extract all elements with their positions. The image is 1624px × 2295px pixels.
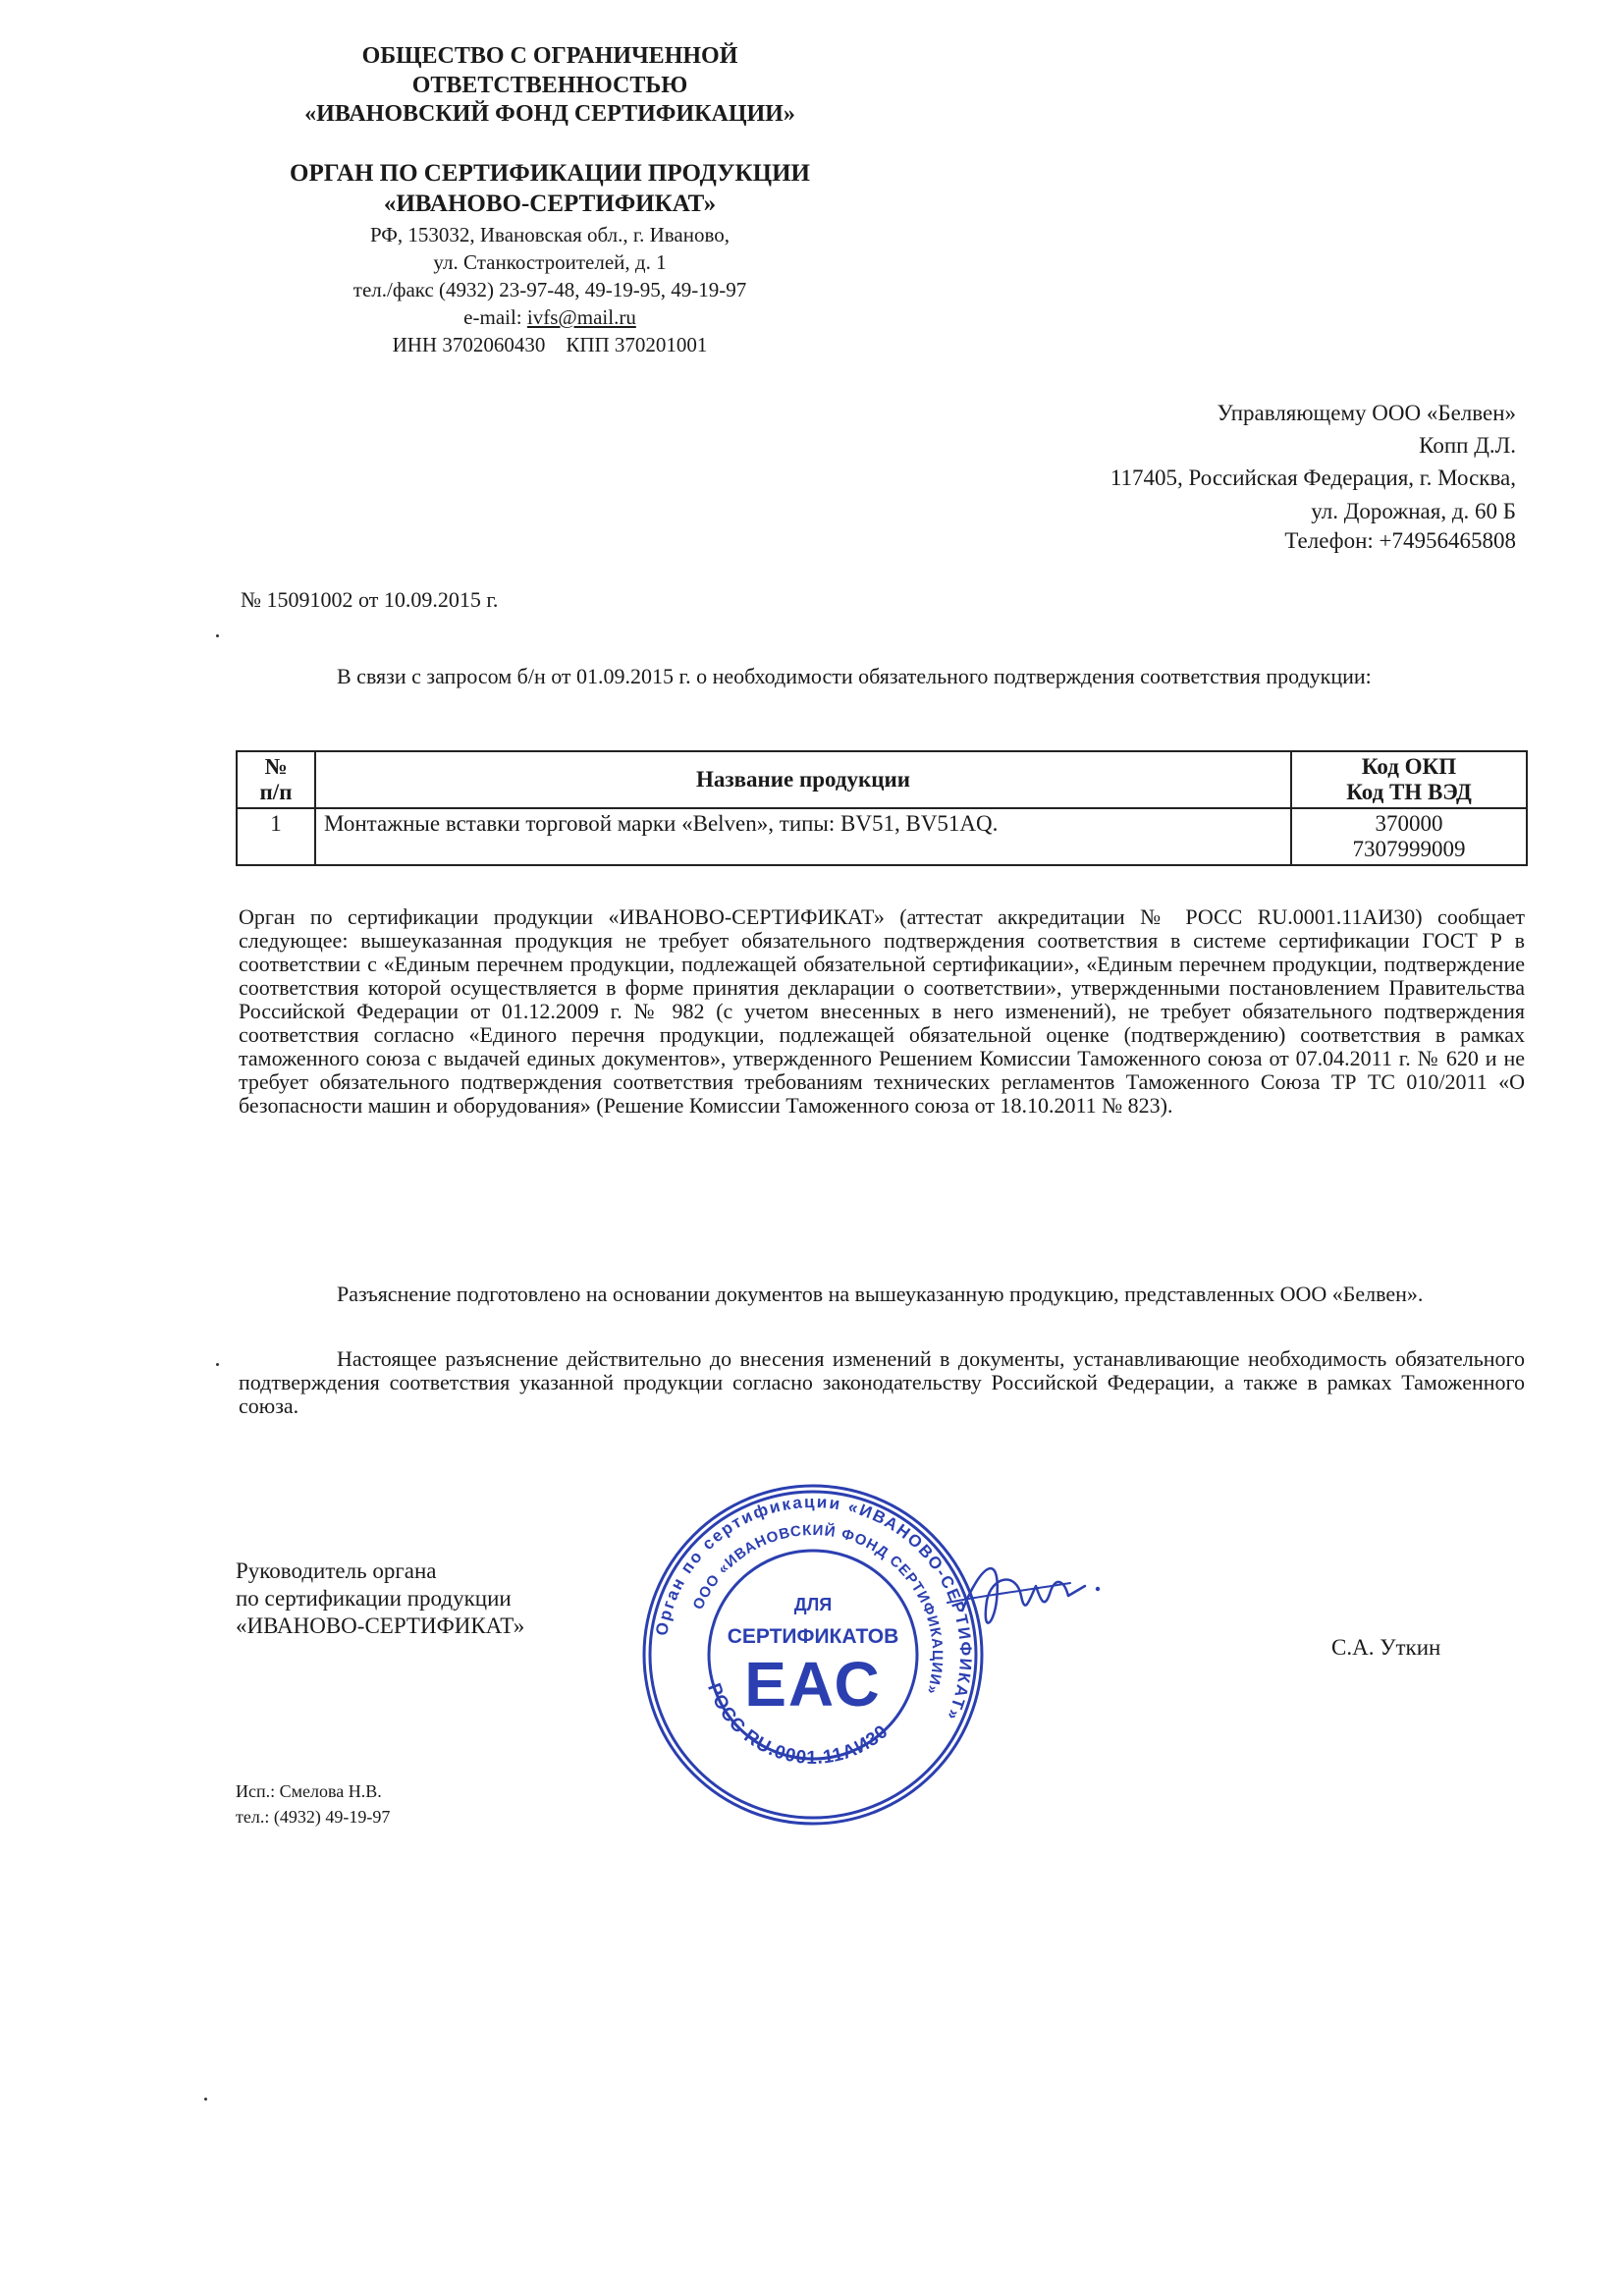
cert-body-name: «ИВАНОВО-СЕРТИФИКАТ» xyxy=(383,191,717,217)
col-header-num-line-2: п/п xyxy=(259,780,293,804)
letter-reference: № 15091002 от 10.09.2015 г. xyxy=(241,587,499,612)
addressee-line-4: ул. Дорожная, д. 60 Б xyxy=(1311,499,1516,523)
row-num: 1 xyxy=(237,808,315,865)
executor-phone: тел.: (4932) 49-19-97 xyxy=(236,1807,391,1827)
col-header-name: Название продукции xyxy=(315,751,1291,808)
main-paragraph: Орган по сертификации продукции «ИВАНОВО-СЕРТИФИКАТ» (аттестат аккредитации № РОСС RU.0001.11АИ30) сообщает следующее: вышеуказанная продукция не требует обязательного подтверждения соответствия в системе сертификации ГОСТ Р в соответствии с «Единым перечнем продукции, подлежащей обязательной сертификации», «Единым перечнем продукции, подтверждение соответствия которой осуществляется в форме принятия декларации о соответствии», утвержденными постановлением Правительства Российской Федерации от 01.12.2009 г. № 982 (с учетом внесенных в него изменений), не требует обязательного подтверждения соответствия согласно «Единого перечня продукции, подлежащей обязательной оценке (подтверждению) соответствия в рамках таможенного союза с выдачей единых документов», утвержденного Решением Комиссии Таможенного союза от 07.04.2011 г. № 620 и не требует обязательного подтверждения соответствия требованиям технических регламентов Таможенного Союза ТР ТС 010/2011 «О безопасности машин и оборудования» (Решение Комиссии Таможенного союза от 18.10.2011 № 823). xyxy=(239,904,1525,1118)
scan-speck xyxy=(204,2098,207,2101)
scan-speck xyxy=(216,1363,219,1366)
org-address-line-1: РФ, 153032, Ивановская обл., г. Иваново, xyxy=(369,223,731,246)
addressee-line-1: Управляющему ООО «Белвен» xyxy=(1217,401,1516,425)
round-seal-stamp xyxy=(636,1478,990,1831)
signatory-title-line-3: «ИВАНОВО-СЕРТИФИКАТ» xyxy=(236,1613,525,1638)
basis-paragraph: Разъяснение подготовлено на основании документов на вышеуказанную продукцию, представленных ООО «Белвен». xyxy=(337,1282,1424,1306)
addressee-line-3: 117405, Российская Федерация, г. Москва, xyxy=(1110,465,1516,490)
executor-name: Исп.: Смелова Н.В. xyxy=(236,1781,382,1801)
row-okp: 370000 xyxy=(1375,811,1443,836)
org-email-row xyxy=(295,304,805,331)
addressee-line-2: Копп Д.Л. xyxy=(1419,433,1516,458)
signatory-name: С.А. Уткин xyxy=(1331,1635,1441,1660)
kpp: КПП 370201001 xyxy=(566,333,708,356)
table-header-row xyxy=(237,751,1527,808)
org-tax-ids xyxy=(295,332,805,358)
product-table xyxy=(236,750,1528,866)
table-row xyxy=(237,808,1527,865)
seal-center-mid: СЕРТИФИКАТОВ xyxy=(727,1625,899,1648)
org-name-line-3: «ИВАНОВСКИЙ ФОНД СЕРТИФИКАЦИИ» xyxy=(304,101,795,127)
intro-paragraph: В связи с запросом б/н от 01.09.2015 г. о необходимости обязательного подтверждения соответствия продукции: xyxy=(337,664,1372,688)
col-header-tnved: Код ТН ВЭД xyxy=(1346,780,1472,804)
seal-outer-path: Орган по сертификации «ИВАНОВО-СЕРТИФИКАТ» xyxy=(652,1492,976,1724)
row-tnved: 7307999009 xyxy=(1352,837,1466,861)
seal-center-top: ДЛЯ xyxy=(793,1595,833,1614)
org-name-line-1: ОБЩЕСТВО С ОГРАНИЧЕННОЙ xyxy=(361,43,738,69)
col-header-codes xyxy=(1291,751,1527,808)
row-codes xyxy=(1291,808,1527,865)
col-header-num xyxy=(237,751,315,808)
col-header-num-line-1: № xyxy=(264,754,288,779)
row-product-name: Монтажные вставки торговой марки «Belven», типы: BV51, BV51AQ. xyxy=(315,808,1291,865)
seal-bottom-path: РОСС RU.0001.11АИ30 xyxy=(703,1680,893,1769)
scan-speck xyxy=(216,634,219,637)
org-phones: тел./факс (4932) 23-97-48, 49-19-95, 49-19-97 xyxy=(352,278,747,301)
email-label: e-mail: xyxy=(463,305,522,329)
cert-body-title: ОРГАН ПО СЕРТИФИКАЦИИ ПРОДУКЦИИ xyxy=(290,160,810,187)
eac-mark-icon: ЕАС xyxy=(744,1649,882,1720)
col-header-okp: Код ОКП xyxy=(1361,754,1457,779)
org-name-line-2: ОТВЕТСТВЕННОСТЬЮ xyxy=(411,73,688,98)
signatory-title-line-2: по сертификации продукции xyxy=(236,1586,512,1611)
validity-paragraph: Настоящее разъяснение действительно до внесения изменений в документы, устанавливающие необходимость обязательного подтверждения соответствия указанной продукции согласно законодательству Российской Федерации, а также в рамках Таможенного союза. xyxy=(239,1346,1525,1418)
org-address-line-2: ул. Станкостроителей, д. 1 xyxy=(433,250,667,274)
inn: ИНН 3702060430 xyxy=(392,333,546,356)
email-link[interactable]: ivfs@mail.ru xyxy=(526,305,636,329)
handwritten-signature xyxy=(943,1542,1110,1650)
seal-inner-path: ООО «ИВАНОВСКИЙ ФОНД СЕРТИФИКАЦИИ» xyxy=(689,1521,947,1697)
signatory-title-line-1: Руководитель органа xyxy=(236,1558,437,1583)
addressee-line-5: Телефон: +74956465808 xyxy=(1284,528,1516,553)
